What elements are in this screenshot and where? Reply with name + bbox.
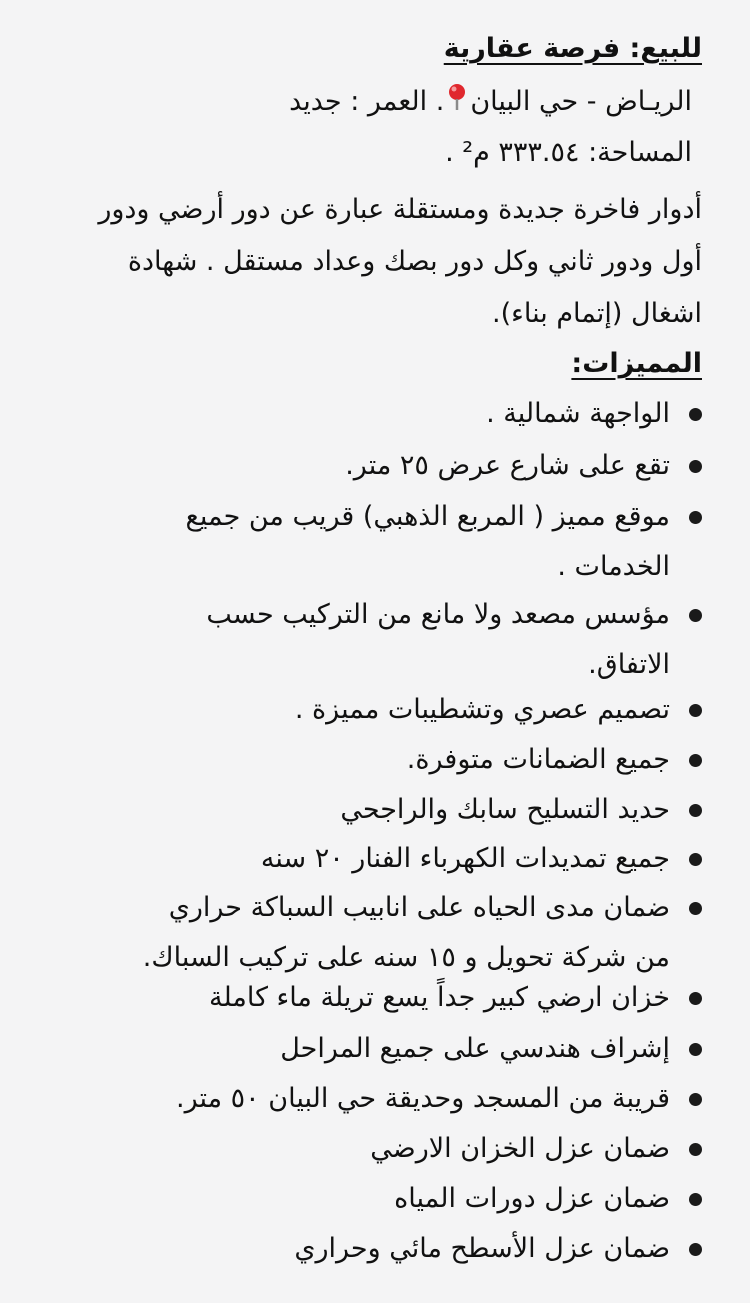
area-line: المساحة: ٣٣٣.٥٤ م² . [445,137,692,168]
feature-text: مؤسس مصعد ولا مانع من التركيب حسب [206,599,670,630]
bullet-dot-icon [689,1243,702,1256]
round-pushpin-icon [446,79,468,127]
description-line-3: اشغال (إتمام بناء). [492,298,702,329]
bullet-dot-icon [689,1143,702,1156]
feature-text: ضمان عزل دورات المياه [394,1183,670,1214]
feature-text: قريبة من المسجد وحديقة حي البيان ٥٠ متر. [175,1083,670,1114]
feature-text: جميع تمديدات الكهرباء الفنار ٢٠ سنه [260,843,670,874]
bullet-dot-icon [689,460,702,473]
feature-text: الواجهة شمالية . [486,398,670,429]
feature-text: الخدمات . [557,551,670,582]
feature-item [40,973,702,1023]
features-title: المميزات: [571,348,702,379]
feature-text: ضمان عزل الخزان الارضي [370,1133,670,1164]
location-line [40,78,692,127]
listing-title: للبيع: فرصة عقارية [443,33,702,64]
feature-item [40,1024,702,1074]
feature-item [40,590,702,690]
bullet-dot-icon [689,902,702,915]
feature-text: تصميم عصري وتشطيبات مميزة . [294,694,670,725]
bullet-dot-icon [689,511,702,524]
location-text: الريـاض - حي البيان [470,86,692,117]
bullet-dot-icon [689,754,702,767]
feature-item [40,883,702,983]
feature-item [40,1074,702,1124]
bullet-dot-icon [689,1093,702,1106]
bullet-dot-icon [689,853,702,866]
feature-item [40,441,702,491]
feature-item [40,1224,702,1274]
feature-item [40,834,702,884]
feature-text: الاتفاق. [588,649,670,680]
bullet-dot-icon [689,704,702,717]
bullet-dot-icon [689,804,702,817]
feature-text: موقع مميز ( المربع الذهبي) قريب من جميع [185,501,670,532]
bullet-dot-icon [689,609,702,622]
feature-text: حديد التسليح سابك والراجحي [340,794,670,825]
feature-text: إشراف هندسي على جميع المراحل [280,1033,670,1064]
feature-item [40,389,702,439]
bullet-dot-icon [689,1193,702,1206]
bullet-dot-icon [689,992,702,1005]
bullet-dot-icon [689,1043,702,1056]
feature-text: من شركة تحويل و ١٥ سنه على تركيب السباك. [142,942,670,973]
age-text: . العمر : جديد [289,86,445,117]
feature-item [40,685,702,735]
description-line-2: أول ودور ثاني وكل دور بصك وعداد مستقل . شهادة [127,246,702,277]
feature-text: خزان ارضي كبير جداً يسع تريلة ماء كاملة [208,982,670,1013]
feature-item [40,735,702,785]
feature-text: جميع الضمانات متوفرة. [406,744,670,775]
feature-item [40,1174,702,1224]
description-line-1: أدوار فاخرة جديدة ومستقلة عبارة عن دور أرضي ودور [98,194,702,225]
feature-item [40,492,702,592]
feature-item [40,785,702,835]
feature-text: ضمان مدى الحياه على انابيب السباكة حراري [168,892,670,923]
feature-item [40,1124,702,1174]
feature-text: تقع على شارع عرض ٢٥ متر. [345,450,670,481]
bullet-dot-icon [689,408,702,421]
feature-text: ضمان عزل الأسطح مائي وحراري [294,1233,670,1264]
